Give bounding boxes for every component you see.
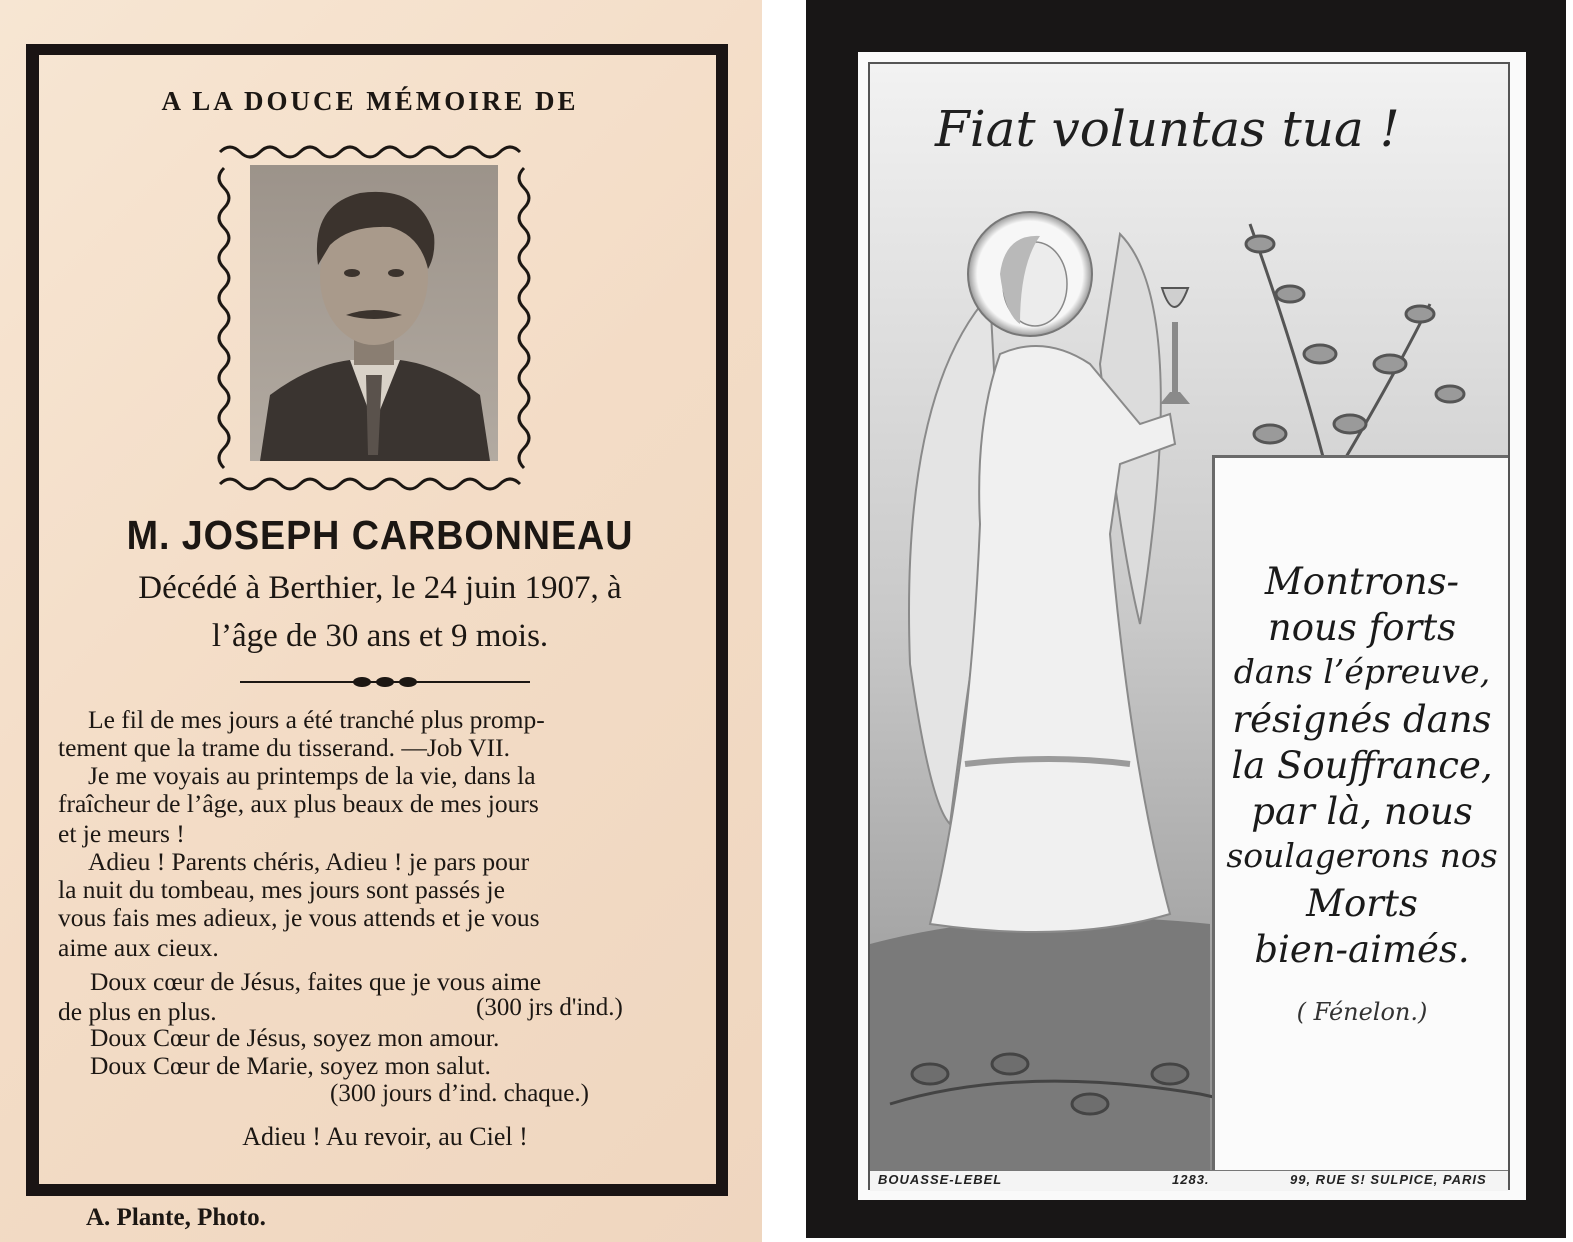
publisher-address: 99, RUE S! SULPICE, PARIS [1290,1172,1487,1187]
body-line: Le fil de mes jours a été tranché plus promp- [88,705,545,734]
verse-line: soulagerons nos [1226,836,1498,875]
verse-line: résignés dans [1232,698,1492,741]
body-line: Adieu ! Parents chéris, Adieu ! je pars pour [88,847,530,876]
memorial-card-left [0,0,762,1242]
verse-line: dans l’épreuve, [1233,652,1491,691]
death-details-line2: l’âge de 30 ans et 9 mois. [211,618,549,654]
body-line: Doux Cœur de Marie, soyez mon salut. [90,1051,491,1080]
body-line: Doux Cœur de Jésus, soyez mon amour. [90,1023,500,1052]
body-line: Doux cœur de Jésus, faites que je vous aime [90,967,542,996]
verse-line: nous forts [1267,606,1457,649]
indulgence-note: (300 jrs d'ind.) [476,994,623,1021]
author-attribution: ( Fénelon.) [1296,998,1428,1026]
portrait-photo [250,165,498,461]
card-title: Fiat voluntas tua ! [935,100,1400,158]
card-heading: A LA DOUCE MÉMOIRE DE [161,86,579,116]
print-number: 1283. [1172,1172,1210,1187]
deceased-name: M. JOSEPH CARBONNEAU [126,512,634,558]
photographer-credit: A. Plante, Photo. [86,1204,266,1231]
body-line: Je me voyais au printemps de la vie, dans la [88,761,536,790]
body-line: de plus en plus. [58,997,217,1026]
closing-line: Adieu ! Au revoir, au Ciel ! [242,1122,528,1151]
verse-line: bien-aimés. [1254,928,1470,971]
indulgence-note: (300 jours d’ind. chaque.) [330,1080,589,1107]
body-line: aime aux cieux. [58,933,219,962]
verse-line: la Souffrance, [1231,744,1493,787]
verse-line: Montrons- [1264,560,1460,603]
body-line: tement que la trame du tisserand. —Job VII. [58,733,511,762]
body-line: fraîcheur de l’âge, aux plus beaux de mes jours [58,789,539,818]
publisher-name: BOUASSE-LEBEL [878,1172,1003,1187]
verse-line: Morts [1306,882,1418,925]
body-line: et je meurs ! [58,819,185,848]
ornamental-divider [240,674,530,690]
verse-line: par là, nous [1251,790,1473,833]
body-line: vous fais mes adieux, je vous attends et je vous [58,903,540,932]
death-details-line1: Décédé à Berthier, le 24 juin 1907, à [138,570,622,606]
body-line: la nuit du tombeau, mes jours sont passés je [58,875,505,904]
